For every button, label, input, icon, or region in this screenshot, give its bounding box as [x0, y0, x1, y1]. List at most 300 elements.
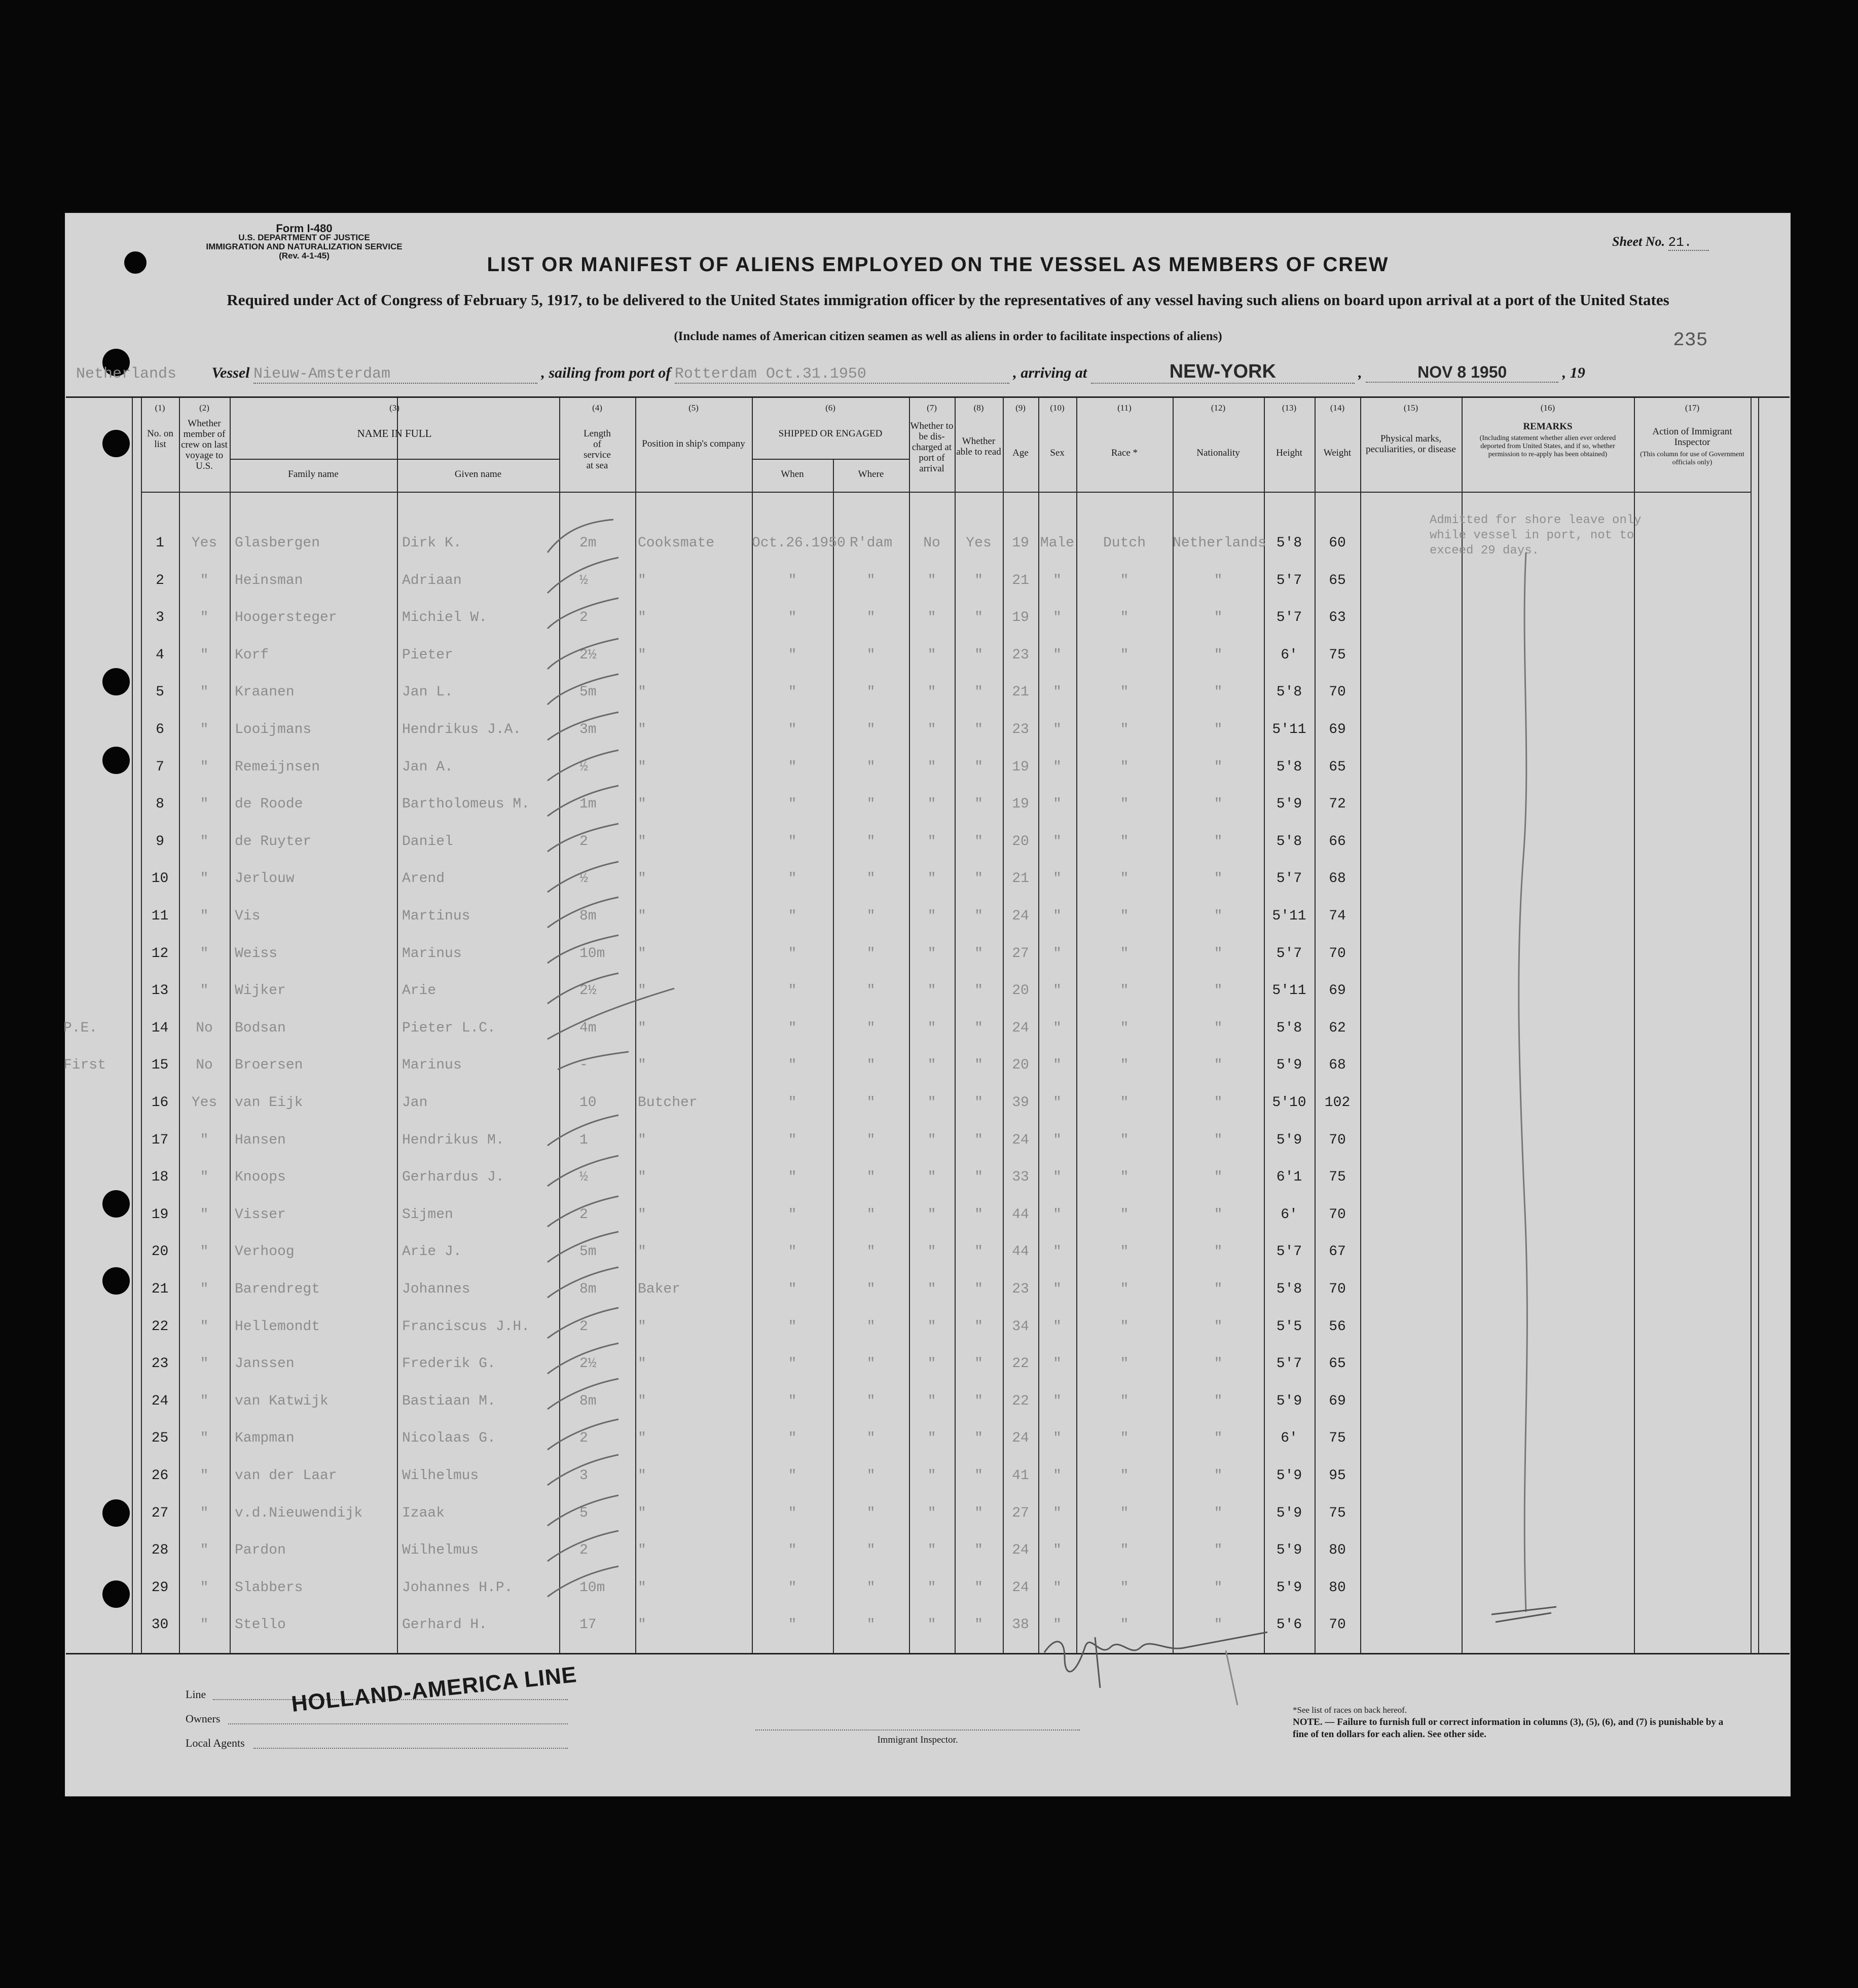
family-name-cell: Hansen — [235, 1132, 286, 1148]
col4-header: Length of service at sea — [584, 428, 611, 471]
height-cell: 5'7 — [1276, 610, 1302, 626]
discharge-cell: " — [927, 1579, 936, 1596]
family-name-cell: Hoogersteger — [235, 610, 337, 626]
engaged-where-cell: " — [866, 572, 876, 588]
weight-cell: 63 — [1329, 610, 1346, 626]
age-cell: 22 — [1012, 1393, 1029, 1409]
col14-number: (14) — [1330, 403, 1345, 413]
engaged-where-cell: " — [866, 759, 876, 775]
able-to-read-cell: " — [974, 1020, 983, 1036]
race-cell: " — [1120, 1430, 1129, 1447]
previous-voyage-cell: " — [200, 1281, 209, 1297]
form-revision: (Rev. 4-1-45) — [279, 251, 330, 261]
service-length-cell: 2 — [579, 1206, 588, 1223]
previous-voyage-cell: " — [200, 1468, 209, 1484]
ship-position-cell: " — [638, 871, 646, 887]
age-cell: 24 — [1012, 1542, 1029, 1559]
service-length-cell: - — [579, 1057, 588, 1074]
given-name-cell: Hendrikus J.A. — [402, 722, 522, 738]
given-name-cell: Jan L. — [402, 684, 453, 701]
given-name-cell: Hendrikus M. — [402, 1132, 504, 1148]
previous-voyage-cell: No — [196, 1020, 213, 1036]
engaged-where-cell: " — [866, 908, 876, 924]
race-cell: " — [1120, 796, 1129, 813]
engaged-when-cell: " — [788, 1505, 797, 1521]
previous-voyage-cell: " — [200, 759, 209, 775]
engaged-where-cell: " — [866, 1430, 876, 1447]
sex-cell: " — [1053, 1132, 1062, 1148]
vessel-name: Nieuw-Amsterdam — [253, 365, 537, 384]
given-name-cell: Wilhelmus — [402, 1542, 479, 1559]
col10-number: (10) — [1050, 403, 1065, 413]
discharge-cell: " — [927, 722, 936, 738]
weight-cell: 102 — [1324, 1095, 1351, 1111]
discharge-cell: " — [927, 684, 936, 701]
service-length-cell: 2 — [579, 1318, 588, 1335]
family-name-cell: Jerlouw — [235, 871, 295, 887]
given-name-cell: Johannes — [402, 1281, 470, 1297]
discharge-cell: " — [927, 610, 936, 626]
service-length-cell: 1m — [579, 796, 597, 813]
able-to-read-cell: " — [974, 833, 983, 850]
family-name-cell: Hellemondt — [235, 1318, 320, 1335]
family-name-cell: Visser — [235, 1206, 286, 1223]
penalty-note: NOTE. — Failure to furnish full or correct information in columns (3), (5), (6), and (7) is punishable by a fine of ten dollars for each alien. See other side. — [1293, 1717, 1724, 1740]
margin-note-cell — [63, 599, 129, 636]
nationality-cell: " — [1214, 1430, 1223, 1447]
race-cell: " — [1120, 1095, 1129, 1111]
row-number-cell: 27 — [151, 1505, 169, 1521]
service-length-cell: 8m — [579, 908, 597, 924]
engaged-when-cell: " — [788, 983, 797, 999]
height-cell: 5'8 — [1276, 1281, 1302, 1297]
given-name-cell: Marinus — [402, 1057, 462, 1074]
ship-position-cell: Cooksmate — [638, 535, 715, 551]
weight-cell: 69 — [1329, 1393, 1346, 1409]
nationality-cell: " — [1214, 1505, 1223, 1521]
given-name-cell: Bartholomeus M. — [402, 796, 530, 813]
able-to-read-cell: " — [974, 647, 983, 663]
col10-header: Sex — [1050, 448, 1065, 458]
sex-cell: " — [1053, 1505, 1062, 1521]
nationality-cell: " — [1214, 1542, 1223, 1559]
engaged-when-cell: " — [788, 1579, 797, 1596]
race-cell: " — [1120, 759, 1129, 775]
engaged-where-cell: " — [866, 610, 876, 626]
nationality-cell: " — [1214, 759, 1223, 775]
form-number: Form I-480 — [276, 222, 333, 235]
engaged-where-cell: " — [866, 1579, 876, 1596]
race-cell: " — [1120, 1318, 1129, 1335]
previous-voyage-cell: " — [200, 1206, 209, 1223]
previous-voyage-cell: " — [200, 1132, 209, 1148]
service-length-cell: 1 — [579, 1132, 588, 1148]
able-to-read-cell: " — [974, 684, 983, 701]
previous-voyage-cell: " — [200, 684, 209, 701]
col12-header: Nationality — [1196, 448, 1240, 458]
race-cell: " — [1120, 833, 1129, 850]
engaged-where-cell: " — [866, 983, 876, 999]
engaged-where-cell: " — [866, 1393, 876, 1409]
sex-cell: Male — [1040, 535, 1075, 551]
row-number-cell: 8 — [156, 796, 164, 813]
weight-cell: 62 — [1329, 1020, 1346, 1036]
col17-header: Action of Immigrant Inspector — [1652, 426, 1732, 448]
service-length-cell: ½ — [579, 572, 588, 588]
row-number-cell: 25 — [151, 1430, 169, 1447]
ship-position-cell: " — [638, 1505, 646, 1521]
sex-cell: " — [1053, 796, 1062, 813]
service-length-cell: 2½ — [579, 647, 597, 663]
col3-number: (3) — [389, 403, 399, 413]
height-cell: 5'11 — [1272, 983, 1306, 999]
discharge-cell: " — [927, 1542, 936, 1559]
family-name-cell: van Eijk — [235, 1095, 303, 1111]
inspector-checkmarks — [542, 517, 679, 1622]
previous-voyage-cell: " — [200, 1169, 209, 1186]
col3-header: NAME IN FULL — [357, 427, 432, 439]
family-name-cell: Heinsman — [235, 572, 303, 588]
col11-number: (11) — [1117, 403, 1132, 413]
height-cell: 5'11 — [1272, 722, 1306, 738]
nationality-cell: " — [1214, 1318, 1223, 1335]
able-to-read-cell: " — [974, 945, 983, 962]
row-number-cell: 29 — [151, 1579, 169, 1596]
discharge-cell: " — [927, 1281, 936, 1297]
engaged-where-cell: " — [866, 1132, 876, 1148]
margin-note-cell — [63, 1420, 129, 1457]
row-number-cell: 19 — [151, 1206, 169, 1223]
race-cell: " — [1120, 1132, 1129, 1148]
previous-voyage-cell: " — [200, 1505, 209, 1521]
row-number-cell: 18 — [151, 1169, 169, 1186]
engaged-when-cell: " — [788, 1169, 797, 1186]
row-number-cell: 14 — [151, 1020, 169, 1036]
family-name-cell: de Roode — [235, 796, 303, 813]
able-to-read-cell: " — [974, 1468, 983, 1484]
given-name-cell: Johannes H.P. — [402, 1579, 513, 1596]
service-length-cell: 2m — [579, 535, 597, 551]
previous-voyage-cell: " — [200, 1430, 209, 1447]
ship-position-cell: " — [638, 572, 646, 588]
ship-position-cell: " — [638, 684, 646, 701]
nationality-cell: " — [1214, 1020, 1223, 1036]
age-cell: 19 — [1012, 610, 1029, 626]
sex-cell: " — [1053, 871, 1062, 887]
department-name: U.S. DEPARTMENT OF JUSTICE — [238, 233, 370, 242]
age-cell: 24 — [1012, 908, 1029, 924]
sex-cell: " — [1053, 908, 1062, 924]
ship-position-cell: " — [638, 833, 646, 850]
margin-note-cell — [63, 1271, 129, 1308]
margin-note-cell — [63, 935, 129, 972]
margin-note-cell — [63, 972, 129, 1009]
able-to-read-cell: " — [974, 1430, 983, 1447]
age-cell: 21 — [1012, 684, 1029, 701]
margin-note-cell — [63, 1532, 129, 1569]
family-name-cell: Weiss — [235, 945, 278, 962]
height-cell: 5'9 — [1276, 796, 1302, 813]
row-number-cell: 22 — [151, 1318, 169, 1335]
row-number-cell: 16 — [151, 1095, 169, 1111]
service-length-cell: 4m — [579, 1020, 597, 1036]
row-number-cell: 3 — [156, 610, 164, 626]
margin-note-cell — [63, 1569, 129, 1606]
ship-position-cell: " — [638, 1579, 646, 1596]
margin-note-cell — [63, 1122, 129, 1159]
age-cell: 20 — [1012, 1057, 1029, 1074]
sex-cell: " — [1053, 1542, 1062, 1559]
family-name-cell: Pardon — [235, 1542, 286, 1559]
weight-cell: 68 — [1329, 1057, 1346, 1074]
engaged-where-cell: " — [866, 833, 876, 850]
race-cell: " — [1120, 610, 1129, 626]
page-stamp-number: 235 — [1673, 329, 1708, 351]
ship-position-cell: " — [638, 1617, 646, 1633]
family-name-cell: Bodsan — [235, 1020, 286, 1036]
col6-number: (6) — [825, 403, 835, 413]
able-to-read-cell: " — [974, 796, 983, 813]
able-to-read-cell: " — [974, 1505, 983, 1521]
ship-position-cell: " — [638, 1132, 646, 1148]
row-number-cell: 24 — [151, 1393, 169, 1409]
race-cell: " — [1120, 1356, 1129, 1372]
engaged-when-cell: " — [788, 945, 797, 962]
margin-note-cell — [63, 1457, 129, 1494]
nationality-cell: " — [1214, 722, 1223, 738]
discharge-cell: " — [927, 1169, 936, 1186]
race-cell: " — [1120, 1542, 1129, 1559]
family-name-cell: Wijker — [235, 983, 286, 999]
ship-position-cell: " — [638, 945, 646, 962]
age-cell: 24 — [1012, 1579, 1029, 1596]
age-cell: 33 — [1012, 1169, 1029, 1186]
given-name-cell: Gerhardus J. — [402, 1169, 504, 1186]
race-cell: " — [1120, 1617, 1129, 1633]
age-cell: 23 — [1012, 647, 1029, 663]
race-cell: " — [1120, 1281, 1129, 1297]
given-name-cell: Jan — [402, 1095, 428, 1111]
ship-position-cell: Butcher — [638, 1095, 698, 1111]
weight-cell: 69 — [1329, 722, 1346, 738]
discharge-cell: " — [927, 1393, 936, 1409]
col11-header: Race * — [1111, 448, 1138, 458]
previous-voyage-cell: " — [200, 572, 209, 588]
given-name-cell: Arie — [402, 983, 436, 999]
service-length-cell: ½ — [579, 1169, 588, 1186]
family-name-cell: Kampman — [235, 1430, 295, 1447]
race-cell: " — [1120, 1020, 1129, 1036]
race-cell: " — [1120, 1393, 1129, 1409]
given-name-cell: Bastiaan M. — [402, 1393, 496, 1409]
able-to-read-cell: " — [974, 1356, 983, 1372]
nationality-cell: " — [1214, 908, 1223, 924]
age-cell: 23 — [1012, 722, 1029, 738]
engaged-when-cell: " — [788, 1057, 797, 1074]
row-number-cell: 21 — [151, 1281, 169, 1297]
previous-voyage-cell: " — [200, 1579, 209, 1596]
family-name-cell: v.d.Nieuwendijk — [235, 1505, 363, 1521]
engaged-when-cell: " — [788, 1617, 797, 1633]
weight-cell: 68 — [1329, 871, 1346, 887]
service-length-cell: 2 — [579, 1542, 588, 1559]
col4-number: (4) — [592, 403, 602, 413]
race-cell: " — [1120, 684, 1129, 701]
engaged-when-cell: " — [788, 1393, 797, 1409]
engaged-when-cell: " — [788, 722, 797, 738]
weight-cell: 70 — [1329, 1617, 1346, 1633]
sex-cell: " — [1053, 1057, 1062, 1074]
previous-voyage-cell: Yes — [191, 535, 217, 551]
weight-cell: 80 — [1329, 1579, 1346, 1596]
col1-header: No. on list — [147, 428, 173, 450]
engaged-when-cell: " — [788, 1542, 797, 1559]
sex-cell: " — [1053, 1468, 1062, 1484]
engaged-when-cell: " — [788, 572, 797, 588]
service-length-cell: 5m — [579, 684, 597, 701]
service-length-cell: 10m — [579, 1579, 605, 1596]
service-length-cell: 2 — [579, 833, 588, 850]
given-name-cell: Sijmen — [402, 1206, 453, 1223]
line-label: Line — [186, 1688, 206, 1701]
col15-header: Physical marks, peculiarities, or disease — [1366, 433, 1456, 455]
service-length-cell: 2 — [579, 610, 588, 626]
margin-note-cell — [63, 711, 129, 748]
family-name-cell: van der Laar — [235, 1468, 337, 1484]
margin-note-cell: P.E. — [63, 1020, 98, 1036]
engaged-when-cell: " — [788, 1356, 797, 1372]
height-cell: 6' — [1281, 1430, 1298, 1447]
row-number-cell: 28 — [151, 1542, 169, 1559]
engaged-where-cell: " — [866, 1468, 876, 1484]
weight-cell: 65 — [1329, 1356, 1346, 1372]
col13-header: Height — [1276, 448, 1302, 458]
engaged-where-cell: " — [866, 1617, 876, 1633]
col12-number: (12) — [1211, 403, 1226, 413]
age-cell: 24 — [1012, 1020, 1029, 1036]
weight-cell: 70 — [1329, 1281, 1346, 1297]
service-length-cell: 8m — [579, 1281, 597, 1297]
col17-number: (17) — [1685, 403, 1700, 413]
family-name-cell: de Ruyter — [235, 833, 312, 850]
departure-port: Rotterdam Oct.31.1950 — [675, 365, 1009, 384]
height-cell: 5'7 — [1276, 1244, 1302, 1260]
given-name-cell: Pieter — [402, 647, 453, 663]
row-number-cell: 10 — [151, 871, 169, 887]
remarks-note: Admitted for shore leave only while vessel in port, not to exceed 29 days. — [1430, 513, 1642, 558]
race-cell: " — [1120, 945, 1129, 962]
height-cell: 5'9 — [1276, 1542, 1302, 1559]
sex-cell: " — [1053, 1318, 1062, 1335]
previous-voyage-cell: Yes — [191, 1095, 217, 1111]
discharge-cell: " — [927, 1132, 936, 1148]
row-number-cell: 12 — [151, 945, 169, 962]
punch-hole — [124, 251, 147, 274]
ship-position-cell: " — [638, 908, 646, 924]
given-name-cell: Izaak — [402, 1505, 445, 1521]
ship-position-cell: " — [638, 983, 646, 999]
nationality-cell: " — [1214, 1206, 1223, 1223]
ship-position-cell: " — [638, 1206, 646, 1223]
sex-cell: " — [1053, 572, 1062, 588]
able-to-read-cell: Yes — [966, 535, 992, 551]
engaged-where-cell: " — [866, 1169, 876, 1186]
col6-header: SHIPPED OR ENGAGED — [778, 428, 883, 439]
margin-note-cell — [63, 1159, 129, 1196]
family-name-cell: Slabbers — [235, 1579, 303, 1596]
discharge-cell: " — [927, 1617, 936, 1633]
row-number-cell: 17 — [151, 1132, 169, 1148]
sex-cell: " — [1053, 684, 1062, 701]
able-to-read-cell: " — [974, 1617, 983, 1633]
able-to-read-cell: " — [974, 1169, 983, 1186]
sex-cell: " — [1053, 1430, 1062, 1447]
weight-cell: 70 — [1329, 684, 1346, 701]
engaged-when-cell: " — [788, 1095, 797, 1111]
nationality-cell: " — [1214, 1281, 1223, 1297]
ship-position-cell: " — [638, 722, 646, 738]
engaged-when-cell: " — [788, 684, 797, 701]
race-cell: " — [1120, 722, 1129, 738]
given-name-cell: Martinus — [402, 908, 470, 924]
agent-stamp: HOLLAND-AMERICA LINE — [290, 1662, 578, 1717]
able-to-read-cell: " — [974, 572, 983, 588]
discharge-cell: " — [927, 1057, 936, 1074]
sex-cell: " — [1053, 1617, 1062, 1633]
agents-field — [253, 1748, 568, 1749]
height-cell: 6' — [1281, 647, 1298, 663]
margin-note-cell — [63, 1084, 129, 1121]
previous-voyage-cell: " — [200, 908, 209, 924]
year-label: , 19 — [1562, 364, 1585, 381]
discharge-cell: " — [927, 647, 936, 663]
height-cell: 5'11 — [1272, 908, 1306, 924]
engaged-where-cell: " — [866, 1281, 876, 1297]
engaged-where-cell: " — [866, 1206, 876, 1223]
height-cell: 5'9 — [1276, 1505, 1302, 1521]
nationality-cell: " — [1214, 983, 1223, 999]
weight-cell: 75 — [1329, 1430, 1346, 1447]
nationality-cell: " — [1214, 1057, 1223, 1074]
engaged-where-cell: R'dam — [849, 535, 892, 551]
sex-cell: " — [1053, 1244, 1062, 1260]
col7-header: Whether to be dis-charged at port of arrival — [910, 421, 954, 474]
ship-position-cell: " — [638, 647, 646, 663]
engaged-when-cell: " — [788, 1430, 797, 1447]
engaged-where-cell: " — [866, 1095, 876, 1111]
weight-cell: 75 — [1329, 647, 1346, 663]
ship-position-cell: " — [638, 610, 646, 626]
able-to-read-cell: " — [974, 1281, 983, 1297]
weight-cell: 70 — [1329, 1132, 1346, 1148]
height-cell: 5'9 — [1276, 1468, 1302, 1484]
nationality-cell: " — [1214, 1393, 1223, 1409]
family-name-cell: Janssen — [235, 1356, 295, 1372]
able-to-read-cell: " — [974, 1318, 983, 1335]
sheet-label: Sheet No. — [1612, 234, 1665, 249]
family-name-cell: Kraanen — [235, 684, 295, 701]
weight-cell: 69 — [1329, 983, 1346, 999]
engaged-when-cell: " — [788, 1468, 797, 1484]
margin-note-cell — [63, 860, 129, 897]
sex-cell: " — [1053, 1020, 1062, 1036]
weight-cell: 75 — [1329, 1169, 1346, 1186]
sex-cell: " — [1053, 833, 1062, 850]
ship-position-cell: " — [638, 1169, 646, 1186]
age-cell: 24 — [1012, 1430, 1029, 1447]
col5-header: Position in ship's company — [642, 438, 745, 449]
row-number-cell: 2 — [156, 572, 164, 588]
